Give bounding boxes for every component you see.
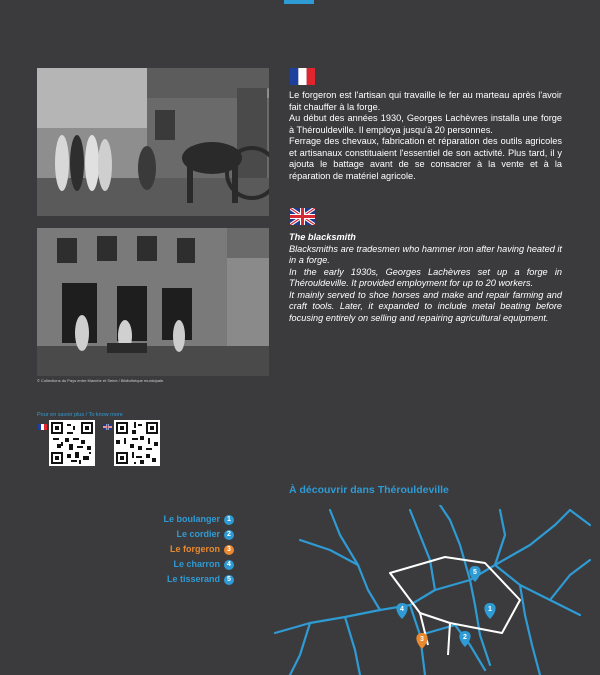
svg-text:2: 2 — [463, 634, 467, 641]
english-paragraph: Blacksmiths are tradesmen who hammer iron after having heated it in a forge. — [289, 243, 562, 265]
historic-photo-forge-exterior — [37, 68, 269, 216]
svg-text:3: 3 — [420, 636, 424, 643]
legend-item-forgeron[interactable] — [163, 542, 234, 557]
photo-caption: © Collections du Pays entre Manche et Seine / Bibliothèque municipale. — [37, 378, 165, 383]
legend-number: 2 — [224, 530, 234, 540]
legend-item-boulanger[interactable] — [163, 512, 234, 527]
legend-number: 5 — [224, 575, 234, 585]
qr-code-english[interactable] — [114, 420, 160, 466]
map-marker-4[interactable] — [396, 603, 407, 619]
village-map[interactable] — [270, 505, 600, 675]
legend-label: Le cordier — [176, 529, 220, 539]
legend-number: 4 — [224, 560, 234, 570]
uk-flag-icon — [290, 208, 315, 225]
legend-label: Le forgeron — [169, 544, 220, 554]
legend-label: Le tisserand — [166, 574, 220, 584]
learn-more-label: Pour en savoir plus / To know more — [37, 412, 123, 418]
french-paragraph: Le forgeron est l'artisan qui travaille le fer au marteau après l'avoir fait chauffer à la forge. — [289, 90, 562, 112]
legend-number: 1 — [224, 515, 234, 525]
historic-photo-forge-street — [37, 228, 269, 376]
uk-flag-icon — [103, 424, 112, 430]
french-text — [289, 90, 562, 182]
french-flag-icon — [290, 68, 315, 85]
legend-item-cordier[interactable] — [163, 527, 234, 542]
map-legend — [163, 512, 234, 587]
english-text — [289, 232, 562, 324]
top-tab — [284, 0, 314, 4]
map-marker-3[interactable] — [416, 633, 427, 649]
svg-text:4: 4 — [400, 606, 404, 613]
qr-code-french[interactable] — [49, 420, 95, 466]
legend-number: 3 — [224, 545, 234, 555]
french-flag-icon — [38, 424, 47, 430]
legend-item-tisserand[interactable] — [163, 572, 234, 587]
english-title: The blacksmith — [289, 232, 356, 242]
french-paragraph: Ferrage des chevaux, fabrication et réparation des outils agricoles et artisanaux constituaient l'essentiel de son activité. Plus tard, il y ajouta le battage avant de se consacrer à la vente et à la réparation de matériel agricole. — [289, 136, 562, 181]
legend-label: Le boulanger — [163, 514, 220, 524]
svg-text:1: 1 — [488, 606, 492, 613]
svg-text:5: 5 — [473, 569, 477, 576]
french-paragraph: Au début des années 1930, Georges Lachèvres installa une forge à Thérouldeville. Il employa jusqu'à 20 personnes. — [289, 113, 562, 135]
english-paragraph: In the early 1930s, Georges Lachèvres set up a forge in Thérouldeville. It provided employment for up to 20 workers. — [289, 266, 562, 288]
map-marker-1[interactable] — [484, 603, 495, 619]
legend-item-charron[interactable] — [163, 557, 234, 572]
map-roads — [275, 505, 590, 675]
legend-label: Le charron — [173, 559, 220, 569]
english-paragraph: It mainly served to shoe horses and make and repair farming and craft tools. Later, it expanded to include metal beating before focusing entirely on selling and repairing agricultural equipment. — [289, 289, 562, 323]
discover-title: À découvrir dans Thérouldeville — [289, 484, 449, 496]
